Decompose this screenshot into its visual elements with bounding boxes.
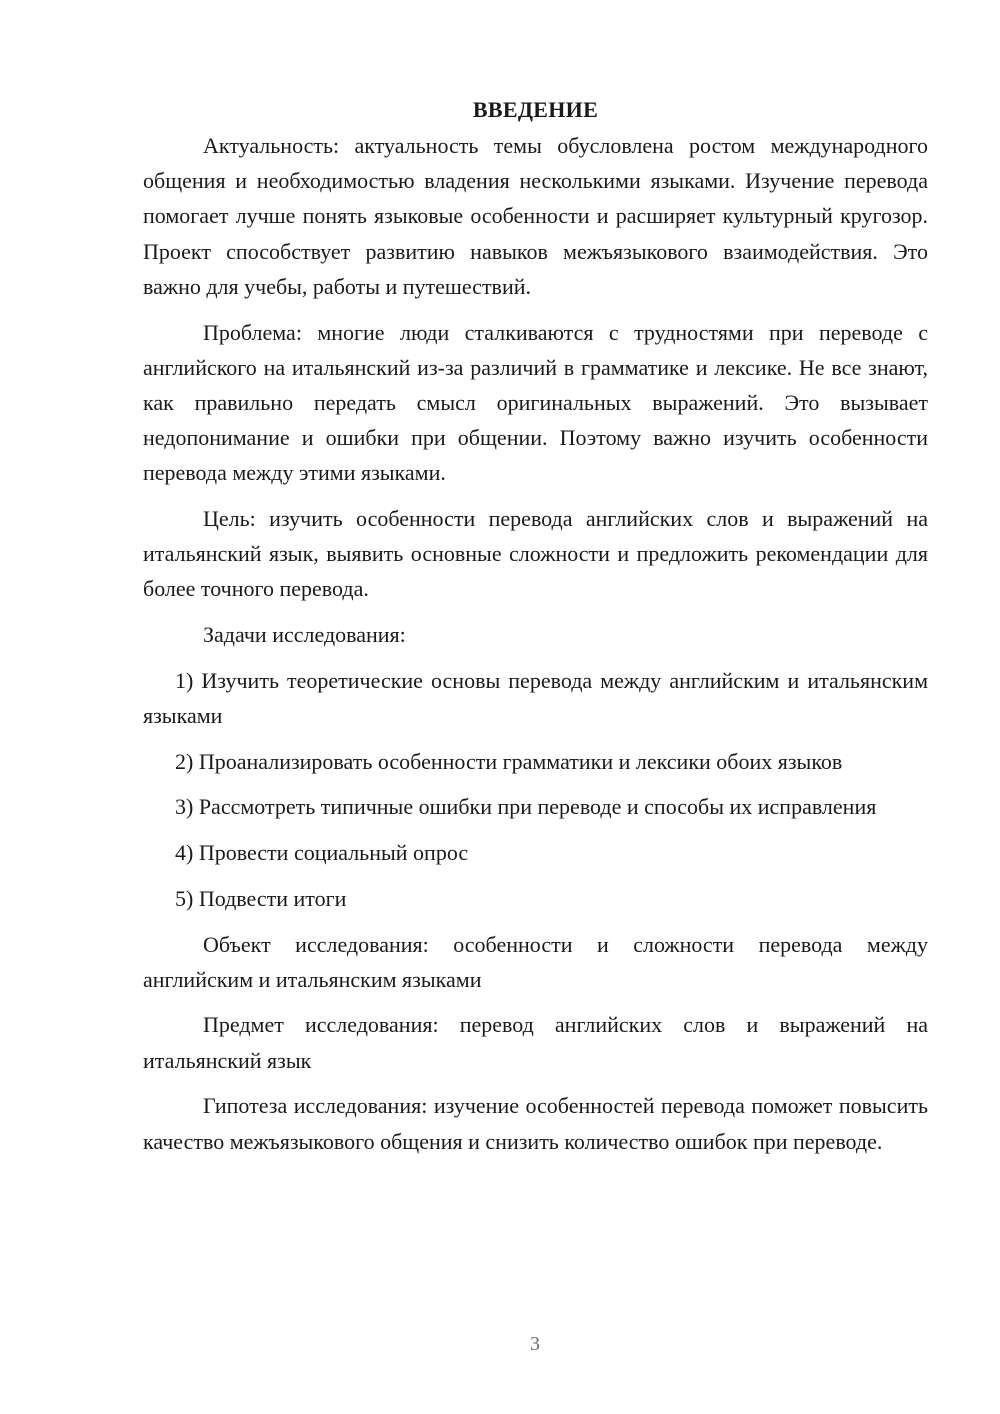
problem-paragraph: Проблема: многие люди сталкиваются с трудностями при переводе с английского на итальянский из-за различий в грамматике и лексике. Не все знают, как правильно передать смысл оригинальных выражений. Это вызывает недопонимание и ошибки при общении. Поэтому важно изучить особенности перевода между этими языками.	[143, 319, 928, 486]
object-paragraph: Объект исследования: особенности и сложности перевода между английским и итальянским языками	[143, 931, 928, 992]
task-item-5: 5) Подвести итоги	[175, 885, 347, 911]
task-item-2: 2) Проанализировать особенности грамматики и лексики обоих языков	[175, 748, 843, 774]
task-item-1: 1) Изучить теоретические основы перевода между английским и итальянским языками	[143, 667, 928, 729]
hypothesis-paragraph: Гипотеза исследования: изучение особенностей перевода поможет повысить качество межъязыкового общения и снизить количество ошибок при переводе.	[143, 1093, 928, 1154]
goal-paragraph: Цель: изучить особенности перевода английских слов и выражений на итальянский язык, выявить основные сложности и предложить рекомендации для более точного перевода.	[143, 506, 928, 602]
page-title: ВВЕДЕНИЕ	[472, 97, 599, 122]
task-item-3: 3) Рассмотреть типичные ошибки при переводе и способы их исправления	[175, 794, 877, 820]
subject-paragraph: Предмет исследования: перевод английских слов и выражений на итальянский язык	[143, 1012, 928, 1073]
relevance-paragraph: Актуальность: актуальность темы обусловлена ростом международного общения и необходимостью владения несколькими языками. Изучение перевода помогает лучше понять языковые особенности и расширяет культурный кругозор. Проект способствует развитию навыков межъязыкового взаимодействия. Это важно для учебы, работы и путешествий.	[143, 133, 928, 299]
task-item-4: 4) Провести социальный опрос	[175, 840, 469, 866]
document-page	[143, 92, 928, 1169]
page-number: 3	[530, 1333, 540, 1355]
tasks-heading: Задачи исследования:	[203, 622, 406, 648]
